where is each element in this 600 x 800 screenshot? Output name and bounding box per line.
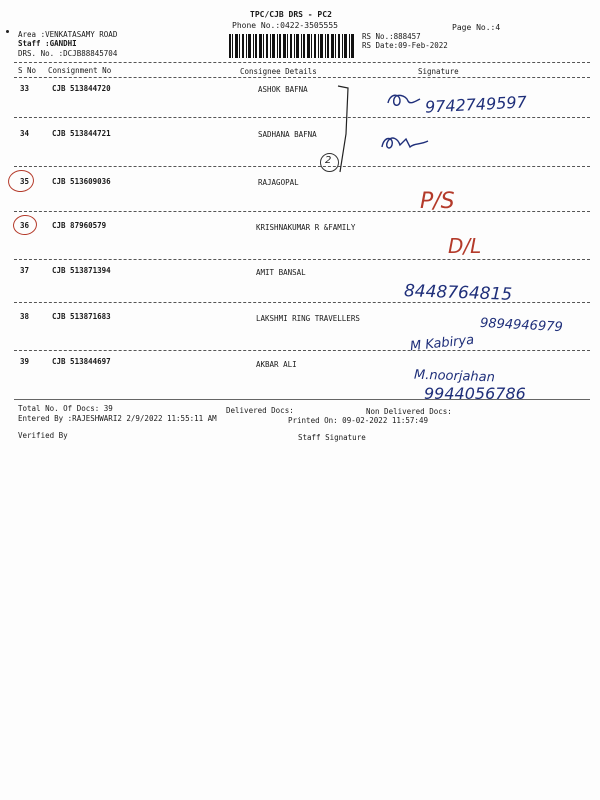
row-36-consignment: CJB 87960579 [52,221,107,230]
row-36-consignee: KRISHNAKUMAR R &FAMILY [256,223,356,232]
row-36-sno: 36 [20,221,30,230]
printed-on: Printed On: 09-02-2022 11:57:49 [288,416,428,425]
document-title: TPC/CJB DRS - PC2 [250,10,332,19]
row-34-consignee: SADHANA BAFNA [258,130,317,139]
handwritten-name-38: M Kabirya [409,332,475,355]
row-39-consignee: AKBAR ALI [256,360,297,369]
header-top-rule [14,62,590,63]
rs-date: RS Date:09-Feb-2022 [362,41,448,50]
row-33-consignee: ASHOK BAFNA [258,85,308,94]
scan-speck [6,30,9,33]
row-35-consignment: CJB 513609036 [52,177,111,186]
row-34-consignment: CJB 513844721 [52,129,111,138]
row-37-consignment: CJB 513871394 [52,266,111,275]
handwritten-signature-34 [380,133,430,155]
staff-signature: Staff Signature [298,433,366,442]
delivered-docs: Delivered Docs: [226,406,294,415]
row-divider [14,259,590,260]
handwritten-note-dl: D/L [448,234,482,258]
total-docs: Total No. Of Docs: 39 [18,404,113,413]
column-sno: S No [18,66,37,75]
row-35-consignee: RAJAGOPAL [258,178,299,187]
row-divider [14,117,590,118]
rs-number: RS No.:888457 [362,32,421,41]
column-consignment: Consignment No [48,66,112,75]
header-bottom-rule [14,77,590,78]
row-38-sno: 38 [20,312,30,321]
entered-by: Entered By :RAJESHWARI2 2/9/2022 11:55:11 AM [18,414,217,423]
red-circle-mark [7,168,36,193]
area-label: Area :VENKATASAMY ROAD [18,30,118,39]
non-delivered-docs: Non Delivered Docs: [366,407,452,416]
handwritten-name-39: M.noorjahan [413,367,496,386]
row-38-consignee: LAKSHMI RING TRAVELLERS [256,314,360,323]
handwritten-phone-33: 9742749597 [424,92,528,117]
handwritten-signature-33 [386,91,422,111]
row-39-sno: 39 [20,357,30,366]
row-33-consignment: CJB 513844720 [52,84,111,93]
column-signature: Signature [418,67,459,76]
page-number: Page No.:4 [452,23,501,32]
verified-by: Verified By [18,431,68,440]
row-37-sno: 37 [20,266,30,275]
handwritten-phone-38: 9894946979 [479,315,564,336]
row-39-consignment: CJB 513844697 [52,357,111,366]
row-divider [14,350,590,351]
barcode [229,34,354,58]
row-35-sno: 35 [20,177,30,186]
handwritten-phone-39: 9944056786 [424,384,526,403]
row-34-sno: 34 [20,129,30,138]
row-divider [14,166,590,167]
handwritten-note-ps: P/S [420,189,455,214]
handwritten-bracket-count: 2 [325,155,332,166]
handwritten-phone-37: 8448764815 [403,281,513,305]
phone-number: Phone No.:0422-3505555 [232,21,338,30]
row-divider [14,211,590,212]
row-38-consignment: CJB 513871683 [52,312,111,321]
red-circle-mark [12,214,38,236]
row-33-sno: 33 [20,84,30,93]
row-37-consignee: AMIT BANSAL [256,268,306,277]
drs-number: DRS. No. :DCJB88845704 [18,49,118,58]
staff-label: Staff :GANDHI [18,39,77,48]
column-consignee: Consignee Details [240,67,317,76]
